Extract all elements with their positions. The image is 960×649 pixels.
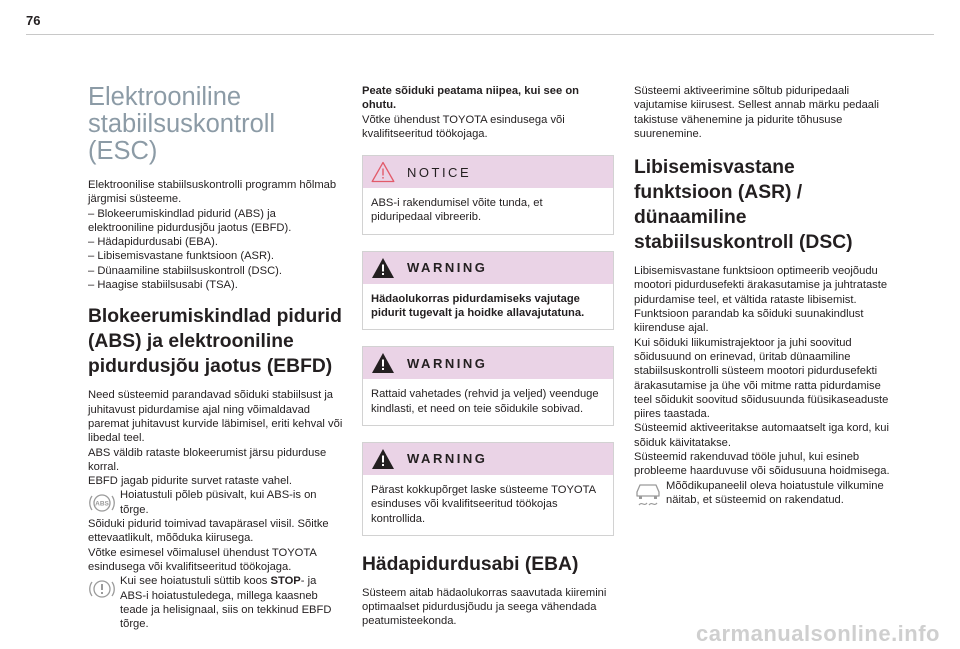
system-list-item: – Libisemisvastane funktsioon (ASR).	[88, 250, 274, 263]
system-list-item: – Hädapidurdusabi (EBA).	[88, 236, 218, 249]
abs-paragraph: Need süsteemid parandavad sõiduki stabiilsust ja juhitavust pidurdamise ajal ning võimaldavad paremat juhitavust kurvide läbimisel, eriti kehval või libedal teel.	[88, 389, 343, 445]
header-divider	[26, 34, 934, 35]
system-list-item: – Dünaamiline stabiilsuskontroll (DSC).	[88, 264, 282, 277]
section-title-line-2: stabiilsuskontroll (ESC)	[88, 110, 276, 165]
system-list-item: – Blokeerumiskindlad pidurid (ABS) ja elektrooniline pidurdusjõu jaotus (EBFD).	[88, 207, 292, 234]
contact-paragraph: Võtke esimesel võimalusel ühendust TOYOTA esindusega või kvalifitseeritud töökojaga.	[88, 546, 317, 573]
section-title	[88, 84, 344, 165]
dsc-paragraph: Kui sõiduki liikumistrajektoor ja juhi soovitud sõidusuund on erinevad, üritab dünaamiline stabiilsuskontrolli süsteem mootori pidurdusefekti ärakasutamise ja ühe või mitme ratta pidurdamise teel sõidukit soovitud sõidusuunda füüsikaseaduste piires taastada.	[634, 336, 889, 421]
warning-label: WARNING	[407, 355, 488, 371]
esc-indicator-text: Mõõdikupaneelil oleva hoiatustule vilkumine näitab, et süsteemid on rakendatud.	[666, 479, 884, 506]
operation-paragraph: Süsteemid rakenduvad tööle juhul, kui esineb probleeme haarduvuse või sõidusuuna hoidmisega.	[634, 451, 890, 478]
watermark: carmanualsonline.info	[696, 621, 940, 646]
asr-dsc-heading: Libisemisvastane funktsioon (ASR) / dünaamiline stabiilsuskontroll (DSC)	[634, 157, 853, 254]
warning-box-header	[363, 252, 613, 284]
system-list-item: – Haagise stabiilsusabi (TSA).	[88, 279, 238, 292]
svg-text:ABS: ABS	[95, 500, 109, 508]
warning-box-header	[363, 443, 613, 475]
intro-text: Elektroonilise stabiilsuskontrolli programm hõlmab järgmisi süsteeme.	[88, 179, 337, 206]
warning-triangle-icon	[371, 352, 395, 374]
notice-text: ABS-i rakendumisel võite tunda, et piduripedaal vibreerib.	[371, 197, 543, 224]
abs-paragraph: ABS väldib rataste blokeerumist järsu pidurduse korral.	[88, 446, 327, 473]
abs-warning-note	[88, 488, 344, 517]
warning-text: Hädaolukorras pidurdamiseks vajutage pidurit tugevalt ja hoidke allavajutatuna.	[371, 292, 585, 320]
abs-warning-text: Hoiatustuli põleb püsivalt, kui ABS-is on tõrge.	[120, 489, 317, 516]
abs-heading: Blokeerumiskindlad pidurid (ABS) ja elektrooniline pidurdusjõu jaotus (EBFD)	[88, 306, 342, 378]
page-number: 76	[26, 13, 41, 28]
auto-activation-paragraph: Süsteemid aktiveeritakse automaatselt iga kord, kui sõiduk käivitatakse.	[634, 422, 889, 449]
notice-triangle-icon	[371, 161, 395, 183]
warning-box-header	[363, 347, 613, 379]
eba-heading: Hädapidurdusabi (EBA)	[362, 553, 579, 575]
warning-label: WARNING	[407, 260, 488, 276]
ebfd-warning-text-part: - ja ABS-i hoiatustuledega, millega kaasneb teade ja helisignaal, siis on tekkinud EBFD tõrge.	[120, 575, 332, 631]
column-3	[634, 84, 896, 507]
warning-box	[362, 442, 614, 536]
contact-dealer-text: Võtke ühendust TOYOTA esindusega või kvalifitseeritud töökojaga.	[362, 113, 565, 140]
warning-triangle-icon	[371, 448, 395, 470]
ebfd-paragraph: EBFD jagab pidurite survet rataste vahel.	[88, 475, 292, 488]
warning-text: Rattaid vahetades (rehvid ja veljed) veenduge kindlasti, et need on teie sõidukile sobivad.	[371, 388, 599, 415]
warning-text: Pärast kokkupõrget laske süsteeme TOYOTA esinduses või kvalifitseeritud töökojas kontrollida.	[371, 483, 596, 525]
warning-triangle-icon	[371, 257, 395, 279]
ebfd-warning-text	[120, 574, 344, 631]
notice-label: NOTICE	[407, 164, 472, 180]
column-1	[88, 84, 344, 631]
warning-box	[362, 251, 614, 331]
ebfd-warning-note	[88, 574, 344, 631]
section-title-line-1: Elektrooniline	[88, 83, 242, 111]
stop-keyword: STOP	[270, 575, 301, 588]
warning-label: WARNING	[407, 451, 488, 467]
eba-activation-paragraph: Süsteemi aktiveerimine sõltub piduripedaali vajutamise kiirusest. Sellest annab märku pedaali takistuse vähenemine ja pidurite tõhususe suurenemine.	[634, 85, 880, 140]
notice-box	[362, 155, 614, 235]
esc-indicator-note	[634, 479, 896, 508]
abs-fault-paragraph: Sõiduki pidurid toimivad tavapärasel viisil. Sõitke ettevaatlikult, mõõduka kiirusega.	[88, 518, 329, 545]
warning-box	[362, 346, 614, 426]
column-2	[362, 84, 614, 629]
eba-paragraph: Süsteem aitab hädaolukorras saavutada kiiremini optimaalset pidurdusjõudu ja seega vähendada peatumisteekonda.	[362, 586, 607, 628]
stop-vehicle-text: Peate sõiduki peatama niipea, kui see on ohutu.	[362, 85, 579, 112]
ebfd-warning-text-part: Kui see hoiatustuli süttib koos	[120, 575, 271, 588]
abs-warning-icon	[88, 490, 116, 516]
esc-skid-icon	[634, 481, 662, 507]
brake-warning-icon	[88, 576, 116, 602]
asr-paragraph: Libisemisvastane funktsioon optimeerib veojõudu mootori pidurdusefekti ärakasutamise ja juhtrataste pidurdamise teel, et vältida rataste libisemist. Funktsioon parandab ka sõiduki suunakindlust kiirenduse ajal.	[634, 265, 888, 335]
notice-box-header	[363, 156, 613, 188]
